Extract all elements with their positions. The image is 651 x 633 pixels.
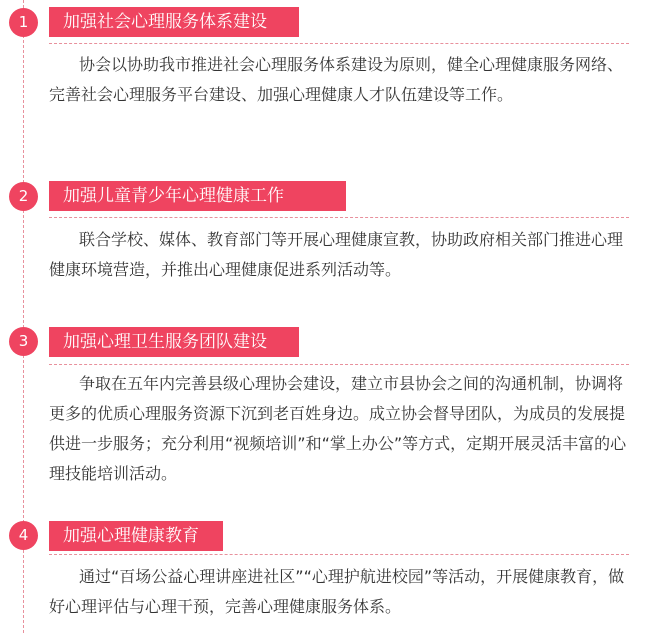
section-divider — [49, 43, 629, 44]
section-title: 加强心理健康教育 — [49, 521, 223, 551]
section-number-badge: 3 — [9, 327, 38, 356]
section-divider — [49, 364, 629, 365]
section-divider — [49, 554, 629, 555]
section-body: 联合学校、媒体、教育部门等开展心理健康宣教，协助政府相关部门推进心理健康环境营造，并推出心理健康促进系列活动等。 — [49, 230, 624, 279]
section-number-badge: 4 — [9, 521, 38, 550]
section-number-badge: 1 — [9, 8, 38, 37]
section-body: 争取在五年内完善县级心理协会建设，建立市县协会之间的沟通机制，协调将更多的优质心理服务资源下沉到老百姓身边。成立协会督导团队，为成员的发展提供进一步服务；充分利用“视频培训”和“掌上办公”等方式，定期开展灵活丰富的心理技能培训活动。 — [49, 374, 627, 483]
section-title: 加强社会心理服务体系建设 — [49, 7, 299, 37]
section-number-badge: 2 — [9, 182, 38, 211]
section-body: 通过“百场公益心理讲座进社区”“心理护航进校园”等活动，开展健康教育，做好心理评估与心理干预，完善心理健康服务体系。 — [49, 567, 625, 616]
section-body: 协会以协助我市推进社会心理服务体系建设为原则，健全心理健康服务网络、完善社会心理服务平台建设、加强心理健康人才队伍建设等工作。 — [49, 55, 624, 104]
section-title: 加强儿童青少年心理健康工作 — [49, 181, 346, 211]
section-title: 加强心理卫生服务团队建设 — [49, 327, 299, 357]
section-divider — [49, 217, 629, 218]
